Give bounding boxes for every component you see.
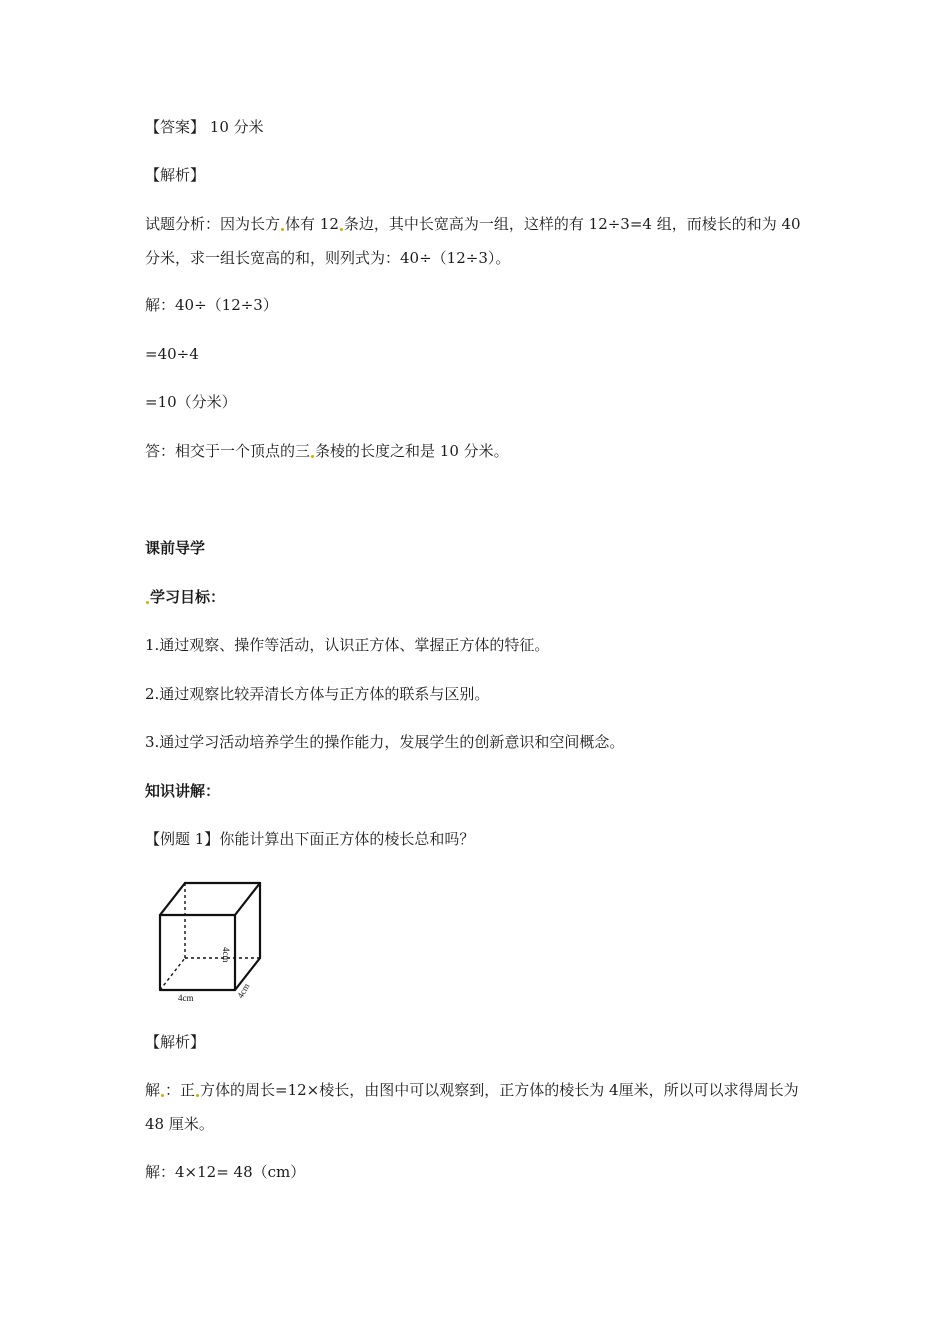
cube-label-bottom: 4cm <box>178 993 194 1003</box>
answer-value: 10 分米 <box>209 118 264 136</box>
example-question: 你能计算出下面正方体的棱长总和吗？ <box>219 830 475 848</box>
objective-item: 2.通过观察比较弄清长方体与正方体的联系与区别。 <box>145 685 490 703</box>
marker-dot <box>340 228 343 231</box>
analysis-heading-2: 【解析】 <box>145 1033 206 1051</box>
solution-step-3: =10（分米） <box>145 393 237 411</box>
analysis-heading: 【解析】 <box>145 166 206 184</box>
answer-label: 【答案】 <box>145 118 206 136</box>
cube-figure <box>150 875 270 1005</box>
marker-dot <box>161 1094 164 1097</box>
answer-line <box>145 117 264 137</box>
pre-study-heading: 课前导学 <box>145 539 206 557</box>
analysis-paragraph-2: 解 ：正 方体的周长=12×棱长，由图中可以观察到，正方体的棱长为 4厘米，所以可以求得周长为 48 厘米。 <box>145 1081 799 1133</box>
solution-step-1: 解：40÷（12÷3） <box>145 296 278 314</box>
analysis-paragraph: 试题分析：因为长方 体有 12 条边，其中长宽高为一组，这样的有 12÷3=4 组，而棱长的和为 40 分米，求一组长宽高的和，则列式为：40÷（12÷3）。 <box>145 215 801 267</box>
example-line <box>145 829 474 849</box>
objectives-heading: 学习目标： <box>145 587 225 607</box>
marker-dot <box>311 455 314 458</box>
solution-step-2: =40÷4 <box>145 345 199 363</box>
knowledge-heading: 知识讲解： <box>145 782 221 800</box>
objective-item: 3.通过学习活动培养学生的操作能力，发展学生的创新意识和空间概念。 <box>145 733 625 751</box>
marker-dot <box>281 228 284 231</box>
conclusion-line: 答：相交于一个顶点的三 条棱的长度之和是 10 分米。 <box>145 442 509 460</box>
cube-label-height: 4cm <box>221 947 231 963</box>
objective-item: 1.通过观察、操作等活动，认识正方体、掌握正方体的特征。 <box>145 636 550 654</box>
marker-dot <box>196 1094 199 1097</box>
solution-line-2: 解：4×12= 48（cm） <box>145 1163 306 1181</box>
example-label: 【例题 1】 <box>145 830 220 848</box>
cube-label-depth: 4cm <box>235 981 252 1000</box>
marker-dot <box>146 601 149 604</box>
